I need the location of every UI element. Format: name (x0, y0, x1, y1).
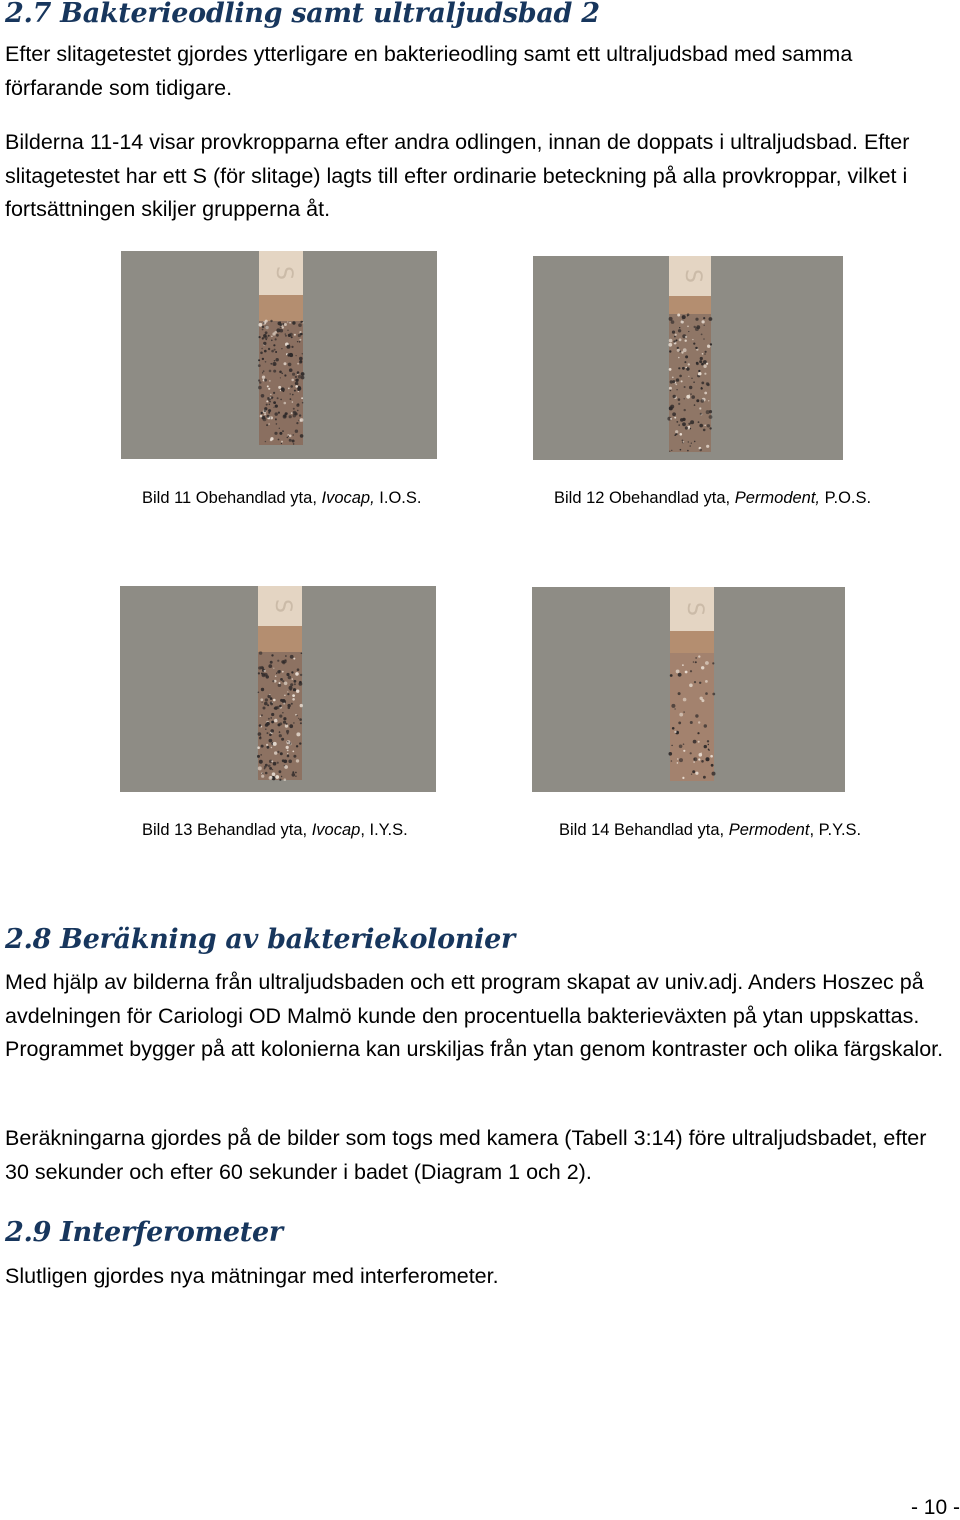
page-number: - 10 - (910, 1496, 960, 1519)
figure-caption-14: Bild 14 Behandlad yta, Permodent, P.Y.S. (559, 821, 862, 839)
section-heading-2-7: 2.7 Bakterieodling samt ultraljudsbad 2 (5, 0, 600, 29)
figure-caption-11: Bild 11 Obehandlad yta, Ivocap, I.O.S. (142, 489, 422, 507)
svg-text:S: S (680, 269, 705, 283)
specimen-photo-12 (533, 256, 843, 460)
specimen-photo-13 (120, 586, 436, 792)
figure-caption-12: Bild 12 Obehandlad yta, Permodent, P.O.S. (554, 489, 872, 507)
svg-text:S: S (270, 599, 295, 613)
section-heading-2-8: 2.8 Beräkning av bakteriekolonier (5, 924, 515, 955)
paragraph: Efter slitagetestet gjordes ytterligare en bakterieodling samt ett ultraljudsbad med samma förfarande som tidigare. (5, 42, 853, 100)
paragraph: Beräkningarna gjordes på de bilder som togs med kamera (Tabell 3:14) före ultraljudsbadet, efter 30 sekunder och efter 60 sekunder i badet (Diagram 1 och 2). (5, 1126, 927, 1184)
paragraph: Med hjälp av bilderna från ultraljudsbaden och ett program skapat av univ.adj. Anders Hoszec på avdelningen för Cariologi OD Malmö kunde den procentuella bakterieväxten på ytan uppskattas. Programmet bygger på att kolonierna kan urskiljas från ytan genom kontraster och olika färgskalor. (5, 970, 944, 1061)
paragraph: Slutligen gjordes nya mätningar med interferometer. (5, 1264, 499, 1288)
specimen-photo-14 (532, 587, 845, 792)
paragraph: Bilderna 11-14 visar provkropparna efter andra odlingen, innan de doppats i ultraljudsbad. Efter slitagetestet har ett S (för slitage) lagts till efter ordinarie beteckning på alla provkroppar, vilket i fortsättningen skiljer grupperna åt. (5, 130, 910, 221)
section-heading-2-9: 2.9 Interferometer (5, 1217, 283, 1248)
specimen-photo-11 (121, 251, 437, 459)
svg-text:S: S (271, 266, 296, 280)
svg-text:S: S (682, 602, 707, 616)
figure-caption-13: Bild 13 Behandlad yta, Ivocap, I.Y.S. (142, 821, 408, 839)
